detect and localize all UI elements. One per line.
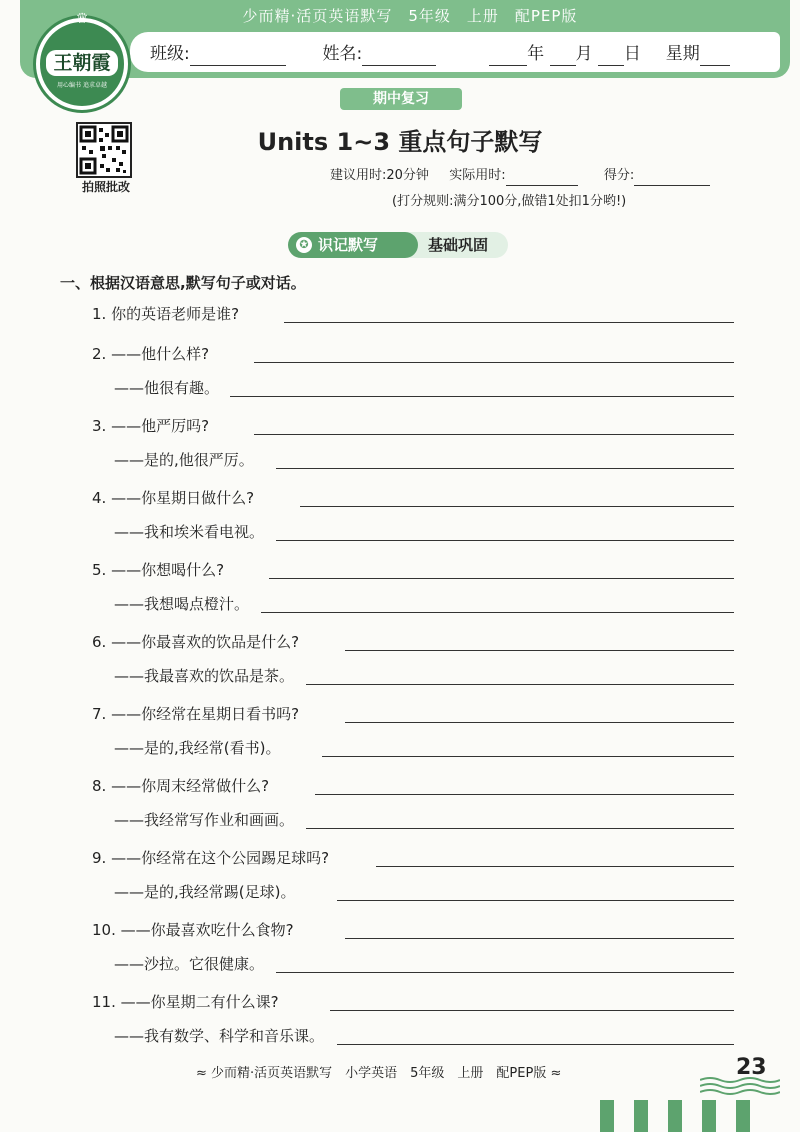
answer-blank[interactable] [345, 650, 734, 651]
tab-marker [702, 1100, 716, 1132]
answer-blank[interactable] [345, 938, 734, 939]
medal-icon: ✪ [296, 237, 312, 253]
answer-blank[interactable] [276, 468, 734, 469]
instruction: 一、根据汉语意思,默写句子或对话。 [60, 274, 306, 292]
scoring-rule: (打分规则:满分100分,做错1处扣1分哟!) [392, 194, 627, 209]
answer-blank[interactable] [276, 972, 734, 973]
logo-text: 王朝霞 [46, 50, 118, 76]
section-tag [288, 232, 418, 258]
answer-prompt: ——我最喜欢的饮品是茶。 [114, 667, 295, 685]
year-field[interactable] [489, 47, 527, 66]
answer-blank[interactable] [276, 540, 734, 541]
answer-blank[interactable] [254, 362, 734, 363]
crown-icon: ♛ [75, 11, 89, 27]
answer-blank[interactable] [345, 722, 734, 723]
answer-prompt: ——是的,我经常(看书)。 [114, 739, 281, 757]
answer-blank[interactable] [261, 612, 734, 613]
answer-prompt: ——我和埃米看电视。 [114, 523, 265, 541]
actual-time-field[interactable] [506, 171, 578, 186]
day-label: 日 [623, 44, 641, 64]
time-score-row [330, 166, 710, 186]
answer-prompt: ——是的,他很严厉。 [114, 451, 254, 469]
student-info-row [150, 42, 730, 66]
actual-time-label: 实际用时: [449, 168, 506, 183]
question-prompt: 3. ——他严厉吗? [92, 417, 210, 435]
day-field[interactable] [598, 47, 624, 66]
answer-blank[interactable] [306, 684, 734, 685]
question-prompt: 6. ——你最喜欢的饮品是什么? [92, 633, 300, 651]
wave-decoration-icon [700, 1074, 780, 1096]
answer-blank[interactable] [330, 1010, 734, 1011]
question-prompt: 4. ——你星期日做什么? [92, 489, 255, 507]
question-prompt: 9. ——你经常在这个公园踢足球吗? [92, 849, 330, 867]
name-field[interactable] [362, 47, 436, 66]
question-prompt: 11. ——你星期二有什么课? [92, 993, 279, 1011]
page-title: Units 1~3 重点句子默写 [257, 128, 543, 156]
midterm-badge: 期中复习 [340, 88, 462, 110]
answer-prompt: ——我经常写作业和画画。 [114, 811, 295, 829]
year-label: 年 [527, 44, 545, 64]
answer-prompt: ——他很有趣。 [114, 379, 220, 397]
question-prompt: 8. ——你周末经常做什么? [92, 777, 270, 795]
logo-subtitle: 用心编书 追求卓越 [57, 82, 107, 89]
section-tag-label: 识记默写 [318, 236, 379, 254]
footer-series: ≈ 少而精·活页英语默写 小学英语 5年级 上册 配PEP版 ≈ [196, 1066, 562, 1081]
series-line: 少而精·活页英语默写 5年级 上册 配PEP版 [242, 7, 578, 25]
question-prompt: 1. 你的英语老师是谁? [92, 305, 240, 323]
section-subtitle: 基础巩固 [408, 232, 508, 258]
tab-marker [736, 1100, 750, 1132]
answer-blank[interactable] [315, 794, 734, 795]
answer-prompt: ——我有数学、科学和音乐课。 [114, 1027, 325, 1045]
answer-blank[interactable] [284, 322, 734, 323]
answer-blank[interactable] [337, 900, 734, 901]
answer-blank[interactable] [322, 756, 734, 757]
answer-blank[interactable] [254, 434, 734, 435]
question-prompt: 2. ——他什么样? [92, 345, 210, 363]
answer-blank[interactable] [337, 1044, 734, 1045]
answer-blank[interactable] [376, 866, 734, 867]
weekday-field[interactable] [700, 47, 730, 66]
tab-marker [600, 1100, 614, 1132]
weekday-label: 星期 [665, 44, 700, 64]
suggested-time: 建议用时:20分钟 [330, 168, 429, 183]
tab-marker [634, 1100, 648, 1132]
question-prompt: 5. ——你想喝什么? [92, 561, 225, 579]
month-label: 月 [575, 44, 593, 64]
month-field[interactable] [550, 47, 576, 66]
question-prompt: 7. ——你经常在星期日看书吗? [92, 705, 300, 723]
page-number: 23 [736, 1055, 767, 1080]
publisher-logo [36, 11, 128, 110]
score-label: 得分: [603, 168, 635, 183]
tab-marker [668, 1100, 682, 1132]
class-label: 班级: [150, 44, 190, 64]
answer-prompt: ——是的,我经常踢(足球)。 [114, 883, 296, 901]
answer-prompt: ——沙拉。它很健康。 [114, 955, 265, 973]
answer-blank[interactable] [230, 396, 734, 397]
class-field[interactable] [190, 47, 286, 66]
answer-blank[interactable] [300, 506, 734, 507]
score-field[interactable] [634, 171, 710, 186]
question-prompt: 10. ——你最喜欢吃什么食物? [92, 921, 294, 939]
tab-markers [600, 1100, 760, 1132]
answer-prompt: ——我想喝点橙汁。 [114, 595, 250, 613]
name-label: 姓名: [322, 44, 363, 64]
qr-label: 拍照批改 [81, 180, 130, 194]
qr-code-icon[interactable] [76, 122, 132, 178]
answer-blank[interactable] [269, 578, 734, 579]
answer-blank[interactable] [306, 828, 734, 829]
